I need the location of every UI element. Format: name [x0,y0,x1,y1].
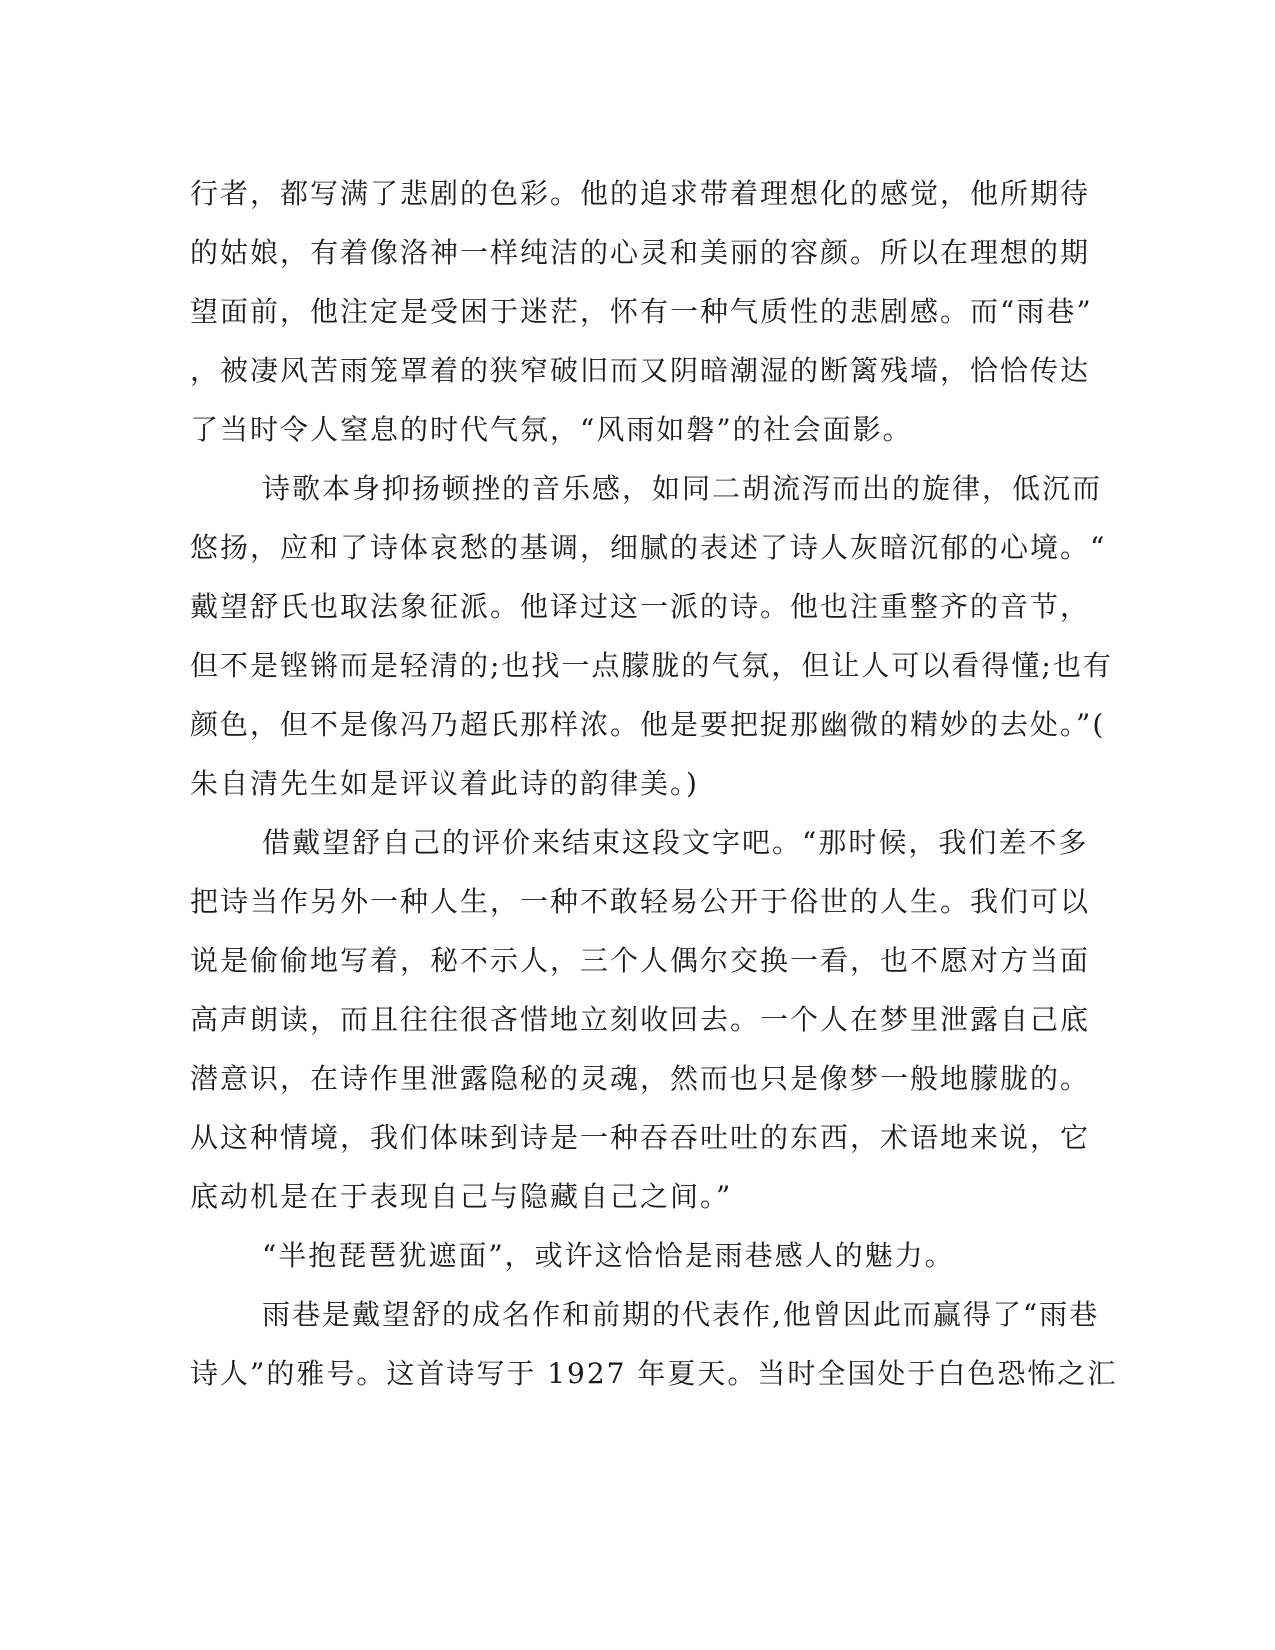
text-line: 诗人”的雅号。这首诗写于 1927 年夏天。当时全国处于白色恐怖之汇 [190,1357,1118,1390]
text-line: 行者，都写满了悲剧的色彩。他的追求带着理想化的感觉，他所期待 [190,177,1091,210]
text-line: 高声朗读，而且往往很吝惜地立刻收回去。一个人在梦里泄露自己底 [190,1003,1091,1036]
text-line: 了当时令人窒息的时代气氛，“风雨如磐”的社会面影。 [190,413,913,446]
text-line: ，被凄风苦雨笼罩着的狭窄破旧而又阴暗潮湿的断篱残墙，恰恰传达 [190,354,1091,387]
paragraph-first-line: 诗歌本身抑扬顿挫的音乐感，如同二胡流泻而出的旋律，低沉而 [262,472,1103,505]
text-line: 戴望舒氏也取法象征派。他译过这一派的诗。他也注重整齐的音节， [190,590,1091,623]
text-line: 从这种情境，我们体味到诗是一种吞吞吐吐的东西，术语地来说，它 [190,1121,1091,1154]
text-line: 潜意识，在诗作里泄露隐秘的灵魂，然而也只是像梦一般地朦胧的。 [190,1062,1091,1095]
text-line: 把诗当作另外一种人生，一种不敢轻易公开于俗世的人生。我们可以 [190,885,1091,918]
text-line: 悠扬，应和了诗体哀愁的基调，细腻的表述了诗人灰暗沉郁的心境。“ [190,531,1107,564]
text-line: 朱自清先生如是评议着此诗的韵律美。) [190,767,699,800]
text-line: 说是偷偷地写着，秘不示人，三个人偶尔交换一看，也不愿对方当面 [190,944,1091,977]
body-text [190,164,1118,1403]
text-line: 但不是铿锵而是轻清的;也找一点朦胧的气氛，但让人可以看得懂;也有 [190,649,1113,682]
text-line: 的姑娘，有着像洛神一样纯洁的心灵和美丽的容颜。所以在理想的期 [190,236,1091,269]
paragraph-first-line: 雨巷是戴望舒的成名作和前期的代表作,他曾因此而赢得了“雨巷 [262,1298,1100,1331]
text-line: 颜色，但不是像冯乃超氏那样浓。他是要把捉那幽微的精妙的去处。”( [190,708,1106,741]
paragraph-first-line: 借戴望舒自己的评价来结束这段文字吧。“那时候，我们差不多 [262,826,1089,859]
paragraph-first-line: “半抱琵琶犹遮面”，或许这恰恰是雨巷感人的魅力。 [262,1239,955,1272]
text-line: 望面前，他注定是受困于迷茫，怀有一种气质性的悲剧感。而“雨巷” [190,295,1093,328]
text-line: 底动机是在于表现自己与隐藏自己之间。” [190,1180,733,1213]
